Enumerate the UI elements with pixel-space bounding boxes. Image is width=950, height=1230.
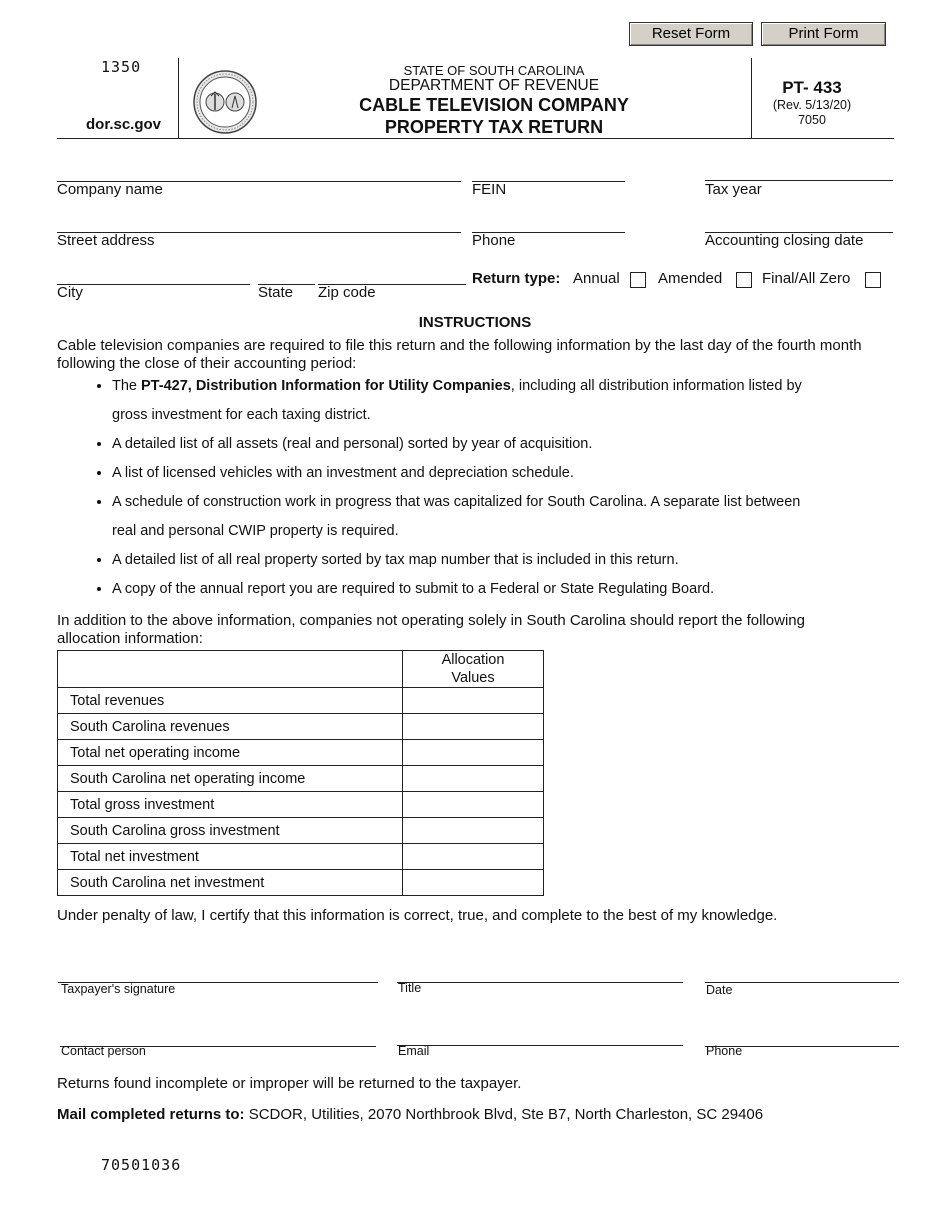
header-title-block [340,64,648,138]
fein-label: FEIN [472,181,507,198]
value-cell[interactable] [403,792,544,818]
street-address-label: Street address [57,232,155,249]
taxpayer-signature-input[interactable] [58,962,378,983]
list-item: • A detailed list of all assets (real and personal) sorted by year of acquisition. [112,430,872,459]
company-name-input[interactable] [57,161,461,182]
table-row [58,688,544,714]
row-label: Total net operating income [58,740,403,766]
date-label: Date [706,983,733,997]
title-label: Title [398,981,422,995]
title-input[interactable] [397,962,683,983]
form-id-block [752,78,872,127]
allocation-intro: In addition to the above information, companies not operating solely in South Carolina should report the following allocation information: [57,612,805,647]
city-input[interactable] [57,264,250,285]
row-label: South Carolina revenues [58,714,403,740]
row-label: Total net investment [58,844,403,870]
instructions-intro: Cable television companies are required to file this return and the following information by the last day of the fourth month following the close of their accounting period: [57,337,862,372]
website: dor.sc.gov [86,116,162,133]
table-row [58,740,544,766]
state-name: STATE OF SOUTH CAROLINA [403,63,585,78]
value-cell[interactable] [403,740,544,766]
list-item: • The PT-427, Distribution Information for Utility Companies, including all distribution information listed by gross investment for each taxing district. [112,372,802,430]
form-code-bottom: 70501036 [101,1156,182,1174]
mail-address: SCDOR, Utilities, 2070 Northbrook Blvd, Ste B7, North Charleston, SC 29406 [244,1106,764,1123]
phone-input[interactable] [472,212,625,233]
fein-input[interactable] [472,161,625,182]
certification-statement: Under penalty of law, I certify that this information is correct, true, and complete to the best of my knowledge. [57,907,778,924]
row-label: South Carolina net investment [58,870,403,896]
email-label: Email [398,1044,430,1058]
state-seal-icon [193,70,257,134]
table-row [58,844,544,870]
table-row [58,818,544,844]
form-number-top: 1350 [101,58,142,76]
value-cell[interactable] [403,714,544,740]
contact-person-label: Contact person [61,1044,146,1058]
return-type-label: Return type: [472,270,561,287]
state-label: State [258,284,294,301]
tax-year-label: Tax year [705,181,762,198]
accounting-closing-date-label: Accounting closing date [705,232,864,249]
date-input[interactable] [705,962,899,983]
amended-checkbox[interactable] [736,272,752,288]
mail-label: Mail completed returns to: [57,1106,245,1123]
annual-label: Annual [573,270,620,287]
reset-form-button[interactable]: Reset Form [629,22,753,46]
taxpayer-signature-label: Taxpayer's signature [61,982,176,996]
table-row [58,870,544,896]
city-label: City [57,284,83,301]
company-name-label: Company name [57,181,163,198]
phone-label: Phone [472,232,516,249]
form-code: 7050 [798,113,826,127]
mailing-instructions [57,1106,763,1124]
table-row [58,766,544,792]
instructions-list [94,372,872,604]
table-header-blank [58,651,403,688]
row-label: South Carolina net operating income [58,766,403,792]
incomplete-notice: Returns found incomplete or improper will be returned to the taxpayer. [57,1075,522,1092]
value-cell[interactable] [403,766,544,792]
value-cell[interactable] [403,870,544,896]
list-item: • A schedule of construction work in progress that was capitalized for South Carolina. A separate list between real and personal CWIP property is required. [112,488,802,546]
list-item: • A list of licensed vehicles with an investment and depreciation schedule. [112,459,872,488]
form-title-line2: PROPERTY TAX RETURN [384,117,604,137]
table-row [58,714,544,740]
table-header-row [58,651,544,688]
value-cell[interactable] [403,818,544,844]
header-divider-left [178,58,179,138]
zip-code-input[interactable] [318,264,466,285]
instructions-heading: INSTRUCTIONS [418,314,532,331]
allocation-values-header: Allocation Values [403,651,544,688]
zip-code-label: Zip code [318,284,376,301]
row-label: South Carolina gross investment [58,818,403,844]
form-id: PT- 433 [782,78,842,97]
print-form-button[interactable]: Print Form [761,22,886,46]
final-all-zero-label: Final/All Zero [762,270,851,287]
amended-label: Amended [658,270,723,287]
table-row [58,792,544,818]
allocation-table [57,650,544,896]
form-title-line1: CABLE TELEVISION COMPANY [359,95,629,115]
annual-checkbox[interactable] [630,272,646,288]
state-input[interactable] [258,264,315,285]
row-label: Total revenues [58,688,403,714]
contact-phone-label: Phone [706,1044,743,1058]
form-revision: (Rev. 5/13/20) [772,98,852,112]
accounting-closing-date-input[interactable] [705,212,893,233]
tax-year-input[interactable] [705,160,893,181]
value-cell[interactable] [403,844,544,870]
list-item: • A copy of the annual report you are required to submit to a Federal or State Regulating Board. [112,575,872,604]
street-address-input[interactable] [57,212,461,233]
value-cell[interactable] [403,688,544,714]
email-input[interactable] [397,1025,683,1046]
final-all-zero-checkbox[interactable] [865,272,881,288]
list-item: • A detailed list of all real property sorted by tax map number that is included in this return. [112,546,872,575]
row-label: Total gross investment [58,792,403,818]
department-name: DEPARTMENT OF REVENUE [388,77,600,94]
header-bottom-rule [57,138,894,139]
